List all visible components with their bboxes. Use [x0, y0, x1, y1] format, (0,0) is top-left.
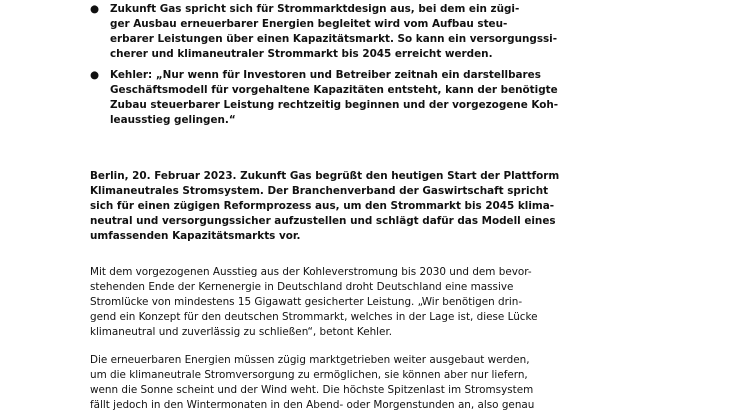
text-line: Berlin, 20. Februar 2023. Zukunft Gas begrüßt den heutigen Start der Plattform: [90, 170, 560, 182]
text-line: wenn die Sonne scheint und der Wind weht. Die höchste Spitzenlast im Stromsystem: [90, 384, 534, 396]
bullet-icon: ●: [90, 3, 100, 15]
text-line: Kehler: „Nur wenn für Investoren und Betreiber zeitnah ein darstellbares: [110, 69, 541, 81]
text-line: klimaneutral und zuverlässig zu schließen“, betont Kehler.: [90, 326, 393, 338]
text-line: fällt jedoch in den Wintermonaten in den Abend- oder Morgenstunden an, also genau: [90, 399, 535, 411]
bullet-item: [90, 68, 590, 128]
text-line: ger Ausbau erneuerbarer Energien begleitet wird vom Aufbau steu-: [110, 18, 508, 30]
text-line: Geschäftsmodell für vorgehaltene Kapazitäten entsteht, kann der benötigte: [110, 84, 558, 96]
text-line: sich für einen zügigen Reformprozess aus, um den Strommarkt bis 2045 klima-: [90, 200, 555, 212]
bullet-item: [90, 2, 590, 62]
key-points-list: [90, 2, 590, 134]
text-line: um die klimaneutrale Stromversorgung zu ermöglichen, sie können aber nur liefern,: [90, 369, 528, 381]
text-line: Zukunft Gas spricht sich für Strommarktdesign aus, bei dem ein zügi-: [110, 3, 520, 15]
text-line: Zubau steuerbarer Leistung rechtzeitig beginnen und der vorgezogene Koh-: [110, 99, 559, 111]
text-line: stehenden Ende der Kernenergie in Deutschland droht Deutschland eine massive: [90, 281, 514, 293]
text-line: gend ein Konzept für den deutschen Strommarkt, welches in der Lage ist, diese Lücke: [90, 311, 538, 323]
text-line: umfassenden Kapazitätsmarkts vor.: [90, 230, 301, 242]
text-line: Stromlücke von mindestens 15 Gigawatt gesicherter Leistung. „Wir benötigen drin-: [90, 296, 523, 308]
text-line: Die erneuerbaren Energien müssen zügig marktgetrieben weiter ausgebaut werden,: [90, 354, 530, 366]
text-line: neutral und versorgungssicher aufzustellen und schlägt dafür das Modell eines: [90, 215, 556, 227]
text-line: leausstieg gelingen.“: [110, 114, 236, 126]
text-line: Klimaneutrales Stromsystem. Der Branchenverband der Gaswirtschaft spricht: [90, 185, 549, 197]
text-line: erbarer Leistungen über einen Kapazitätsmarkt. So kann ein versorgungssi-: [110, 33, 558, 45]
lead-paragraph: [90, 169, 590, 244]
text-line: Mit dem vorgezogenen Ausstieg aus der Kohleverstromung bis 2030 und dem bevor-: [90, 266, 532, 278]
body-paragraph-2: [90, 353, 590, 413]
body-paragraph-1: [90, 265, 590, 340]
text-line: cherer und klimaneutraler Strommarkt bis 2045 erreicht werden.: [110, 48, 493, 60]
bullet-icon: ●: [90, 69, 100, 81]
